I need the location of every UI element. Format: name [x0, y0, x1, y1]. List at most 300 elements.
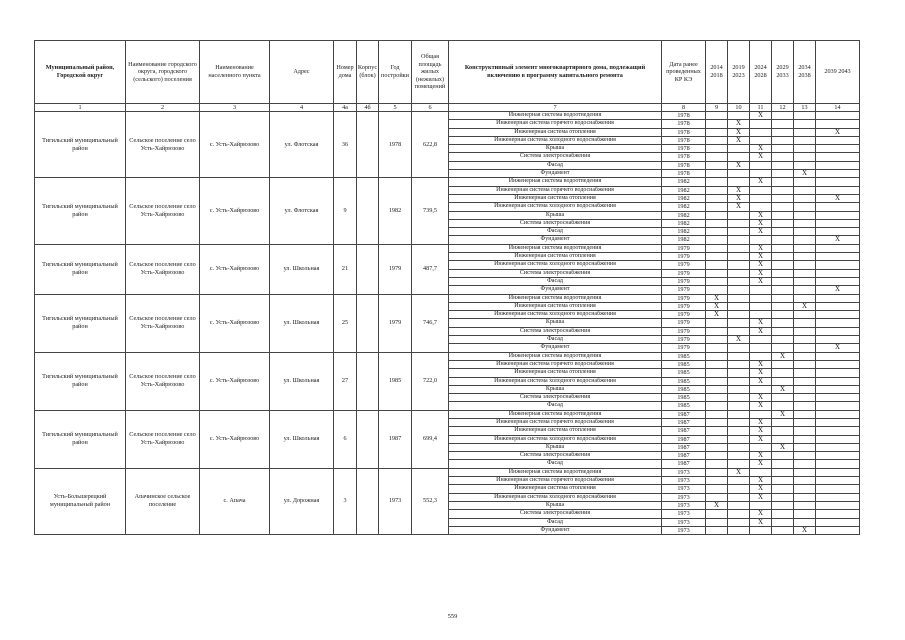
period-mark: Х	[750, 477, 772, 485]
element-cell: Инженерная система отопления	[449, 369, 662, 377]
period-cell	[772, 153, 794, 161]
period-mark: Х	[750, 253, 772, 261]
column-header: 2024 2028	[750, 41, 772, 104]
period-cell	[772, 194, 794, 202]
period-cell	[816, 302, 860, 310]
document-sheet	[34, 40, 859, 535]
period-cell	[772, 261, 794, 269]
period-mark: Х	[794, 170, 816, 178]
locality-cell: с. Усть-Хайрюзово	[200, 112, 270, 178]
period-cell	[794, 477, 816, 485]
period-cell	[816, 402, 860, 410]
element-cell: Инженерная система холодного водоснабжения	[449, 203, 662, 211]
prior-repair-date-cell: 1978	[662, 161, 706, 169]
prior-repair-date-cell: 1979	[662, 344, 706, 352]
period-cell	[706, 344, 728, 352]
period-mark: Х	[750, 145, 772, 153]
period-mark: Х	[750, 377, 772, 385]
column-header: Дата ранее проведенных КР КЭ	[662, 41, 706, 104]
prior-repair-date-cell: 1979	[662, 319, 706, 327]
period-cell	[772, 510, 794, 518]
prior-repair-date-cell: 1987	[662, 452, 706, 460]
prior-repair-date-cell: 1987	[662, 435, 706, 443]
period-cell	[728, 477, 750, 485]
period-cell	[794, 194, 816, 202]
period-cell	[706, 443, 728, 451]
period-cell	[816, 136, 860, 144]
period-cell	[816, 468, 860, 476]
prior-repair-date-cell: 1987	[662, 410, 706, 418]
period-cell	[794, 128, 816, 136]
period-cell	[706, 360, 728, 368]
period-cell	[706, 228, 728, 236]
period-mark: Х	[750, 493, 772, 501]
period-cell	[816, 385, 860, 393]
period-cell	[794, 311, 816, 319]
table-row	[35, 294, 860, 302]
element-cell: Система электроснабжения	[449, 219, 662, 227]
prior-repair-date-cell: 1978	[662, 170, 706, 178]
prior-repair-date-cell: 1978	[662, 112, 706, 120]
period-cell	[750, 286, 772, 294]
period-mark: Х	[750, 319, 772, 327]
prior-repair-date-cell: 1982	[662, 186, 706, 194]
period-cell	[816, 161, 860, 169]
column-number: 5	[379, 104, 412, 112]
period-cell	[706, 319, 728, 327]
prior-repair-date-cell: 1985	[662, 377, 706, 385]
table-row	[35, 410, 860, 418]
period-cell	[750, 526, 772, 534]
prior-repair-date-cell: 1987	[662, 443, 706, 451]
period-mark: Х	[750, 277, 772, 285]
prior-repair-date-cell: 1979	[662, 244, 706, 252]
period-cell	[816, 269, 860, 277]
column-header: 2019 2023	[728, 41, 750, 104]
element-cell: Фундамент	[449, 526, 662, 534]
build-year-cell: 1973	[379, 468, 412, 534]
prior-repair-date-cell: 1973	[662, 510, 706, 518]
period-cell	[772, 311, 794, 319]
period-cell	[706, 211, 728, 219]
element-cell: Инженерная система водоотведения	[449, 294, 662, 302]
period-cell	[706, 477, 728, 485]
period-cell	[772, 460, 794, 468]
block-cell	[357, 178, 379, 244]
district-cell: Тигильский муниципальный район	[35, 294, 126, 352]
block-cell	[357, 112, 379, 178]
period-mark: Х	[706, 302, 728, 310]
period-cell	[728, 352, 750, 360]
period-cell	[794, 427, 816, 435]
prior-repair-date-cell: 1985	[662, 360, 706, 368]
period-cell	[772, 145, 794, 153]
period-cell	[728, 427, 750, 435]
period-cell	[794, 435, 816, 443]
period-mark: Х	[816, 344, 860, 352]
table-body	[35, 112, 860, 535]
period-cell	[794, 145, 816, 153]
prior-repair-date-cell: 1973	[662, 518, 706, 526]
prior-repair-date-cell: 1973	[662, 526, 706, 534]
period-cell	[728, 112, 750, 120]
element-cell: Фасад	[449, 402, 662, 410]
period-cell	[772, 526, 794, 534]
period-cell	[706, 385, 728, 393]
house-number-cell: 36	[334, 112, 357, 178]
column-header: 2034 2038	[794, 41, 816, 104]
prior-repair-date-cell: 1987	[662, 460, 706, 468]
period-cell	[706, 493, 728, 501]
period-mark: Х	[816, 236, 860, 244]
period-cell	[794, 493, 816, 501]
period-mark: Х	[772, 410, 794, 418]
build-year-cell: 1978	[379, 112, 412, 178]
period-cell	[728, 261, 750, 269]
prior-repair-date-cell: 1982	[662, 194, 706, 202]
period-cell	[816, 427, 860, 435]
element-cell: Инженерная система отопления	[449, 194, 662, 202]
address-cell: ул. Флотская	[270, 112, 334, 178]
period-mark: Х	[750, 510, 772, 518]
period-cell	[706, 161, 728, 169]
repair-program-table	[34, 40, 860, 535]
address-cell: ул. Флотская	[270, 178, 334, 244]
settlement-cell: Сельское поселение село Усть-Хайрюзово	[126, 178, 200, 244]
prior-repair-date-cell: 1979	[662, 261, 706, 269]
period-cell	[728, 145, 750, 153]
block-cell	[357, 410, 379, 468]
period-cell	[728, 485, 750, 493]
prior-repair-date-cell: 1979	[662, 269, 706, 277]
element-cell: Инженерная система холодного водоснабжения	[449, 261, 662, 269]
period-cell	[794, 468, 816, 476]
period-cell	[706, 128, 728, 136]
period-cell	[772, 435, 794, 443]
prior-repair-date-cell: 1978	[662, 120, 706, 128]
period-cell	[750, 468, 772, 476]
period-cell	[816, 244, 860, 252]
period-cell	[728, 178, 750, 186]
period-cell	[706, 203, 728, 211]
period-cell	[794, 244, 816, 252]
period-cell	[816, 253, 860, 261]
period-cell	[772, 170, 794, 178]
column-header: 2039 2043	[816, 41, 860, 104]
period-mark: Х	[750, 485, 772, 493]
address-cell: ул. Школьная	[270, 410, 334, 468]
element-cell: Фасад	[449, 277, 662, 285]
period-cell	[706, 377, 728, 385]
element-cell: Инженерная система горячего водоснабжения	[449, 360, 662, 368]
period-cell	[750, 120, 772, 128]
column-header: 2014 2018	[706, 41, 728, 104]
period-cell	[750, 294, 772, 302]
period-mark: Х	[750, 460, 772, 468]
column-number: 13	[794, 104, 816, 112]
prior-repair-date-cell: 1987	[662, 418, 706, 426]
period-cell	[816, 203, 860, 211]
period-cell	[728, 269, 750, 277]
period-mark: Х	[728, 161, 750, 169]
column-number: 9	[706, 104, 728, 112]
prior-repair-date-cell: 1979	[662, 277, 706, 285]
period-cell	[728, 319, 750, 327]
element-cell: Инженерная система горячего водоснабжения	[449, 120, 662, 128]
period-cell	[750, 336, 772, 344]
period-cell	[794, 277, 816, 285]
period-cell	[728, 443, 750, 451]
locality-cell: с. Усть-Хайрюзово	[200, 410, 270, 468]
period-cell	[706, 244, 728, 252]
settlement-cell: Апачинское сельское поселение	[126, 468, 200, 534]
period-cell	[750, 344, 772, 352]
table-row	[35, 352, 860, 360]
element-cell: Фасад	[449, 460, 662, 468]
period-mark: Х	[816, 128, 860, 136]
prior-repair-date-cell: 1979	[662, 302, 706, 310]
element-cell: Фундамент	[449, 286, 662, 294]
period-cell	[794, 294, 816, 302]
block-cell	[357, 352, 379, 410]
period-cell	[706, 112, 728, 120]
period-cell	[706, 518, 728, 526]
period-cell	[794, 228, 816, 236]
prior-repair-date-cell: 1982	[662, 178, 706, 186]
period-cell	[728, 518, 750, 526]
period-mark: Х	[794, 302, 816, 310]
period-cell	[706, 145, 728, 153]
period-cell	[706, 253, 728, 261]
settlement-cell: Сельское поселение село Усть-Хайрюзово	[126, 112, 200, 178]
element-cell: Фасад	[449, 161, 662, 169]
element-cell: Инженерная система водоотведения	[449, 468, 662, 476]
period-cell	[794, 112, 816, 120]
period-cell	[816, 369, 860, 377]
period-cell	[772, 452, 794, 460]
period-cell	[750, 352, 772, 360]
period-mark: Х	[750, 369, 772, 377]
element-cell: Система электроснабжения	[449, 269, 662, 277]
house-number-cell: 27	[334, 352, 357, 410]
district-cell: Усть-Большерецкий муниципальный район	[35, 468, 126, 534]
column-numbers-row	[35, 104, 860, 112]
element-cell: Инженерная система холодного водоснабжения	[449, 435, 662, 443]
period-cell	[706, 394, 728, 402]
district-cell: Тигильский муниципальный район	[35, 352, 126, 410]
period-cell	[772, 211, 794, 219]
period-cell	[728, 394, 750, 402]
period-mark: Х	[750, 269, 772, 277]
period-mark: Х	[750, 112, 772, 120]
element-cell: Инженерная система водоотведения	[449, 244, 662, 252]
period-cell	[794, 344, 816, 352]
period-cell	[706, 369, 728, 377]
settlement-cell: Сельское поселение село Усть-Хайрюзово	[126, 352, 200, 410]
period-cell	[706, 526, 728, 534]
period-cell	[816, 418, 860, 426]
period-cell	[816, 410, 860, 418]
period-cell	[706, 327, 728, 335]
period-mark: Х	[772, 352, 794, 360]
prior-repair-date-cell: 1973	[662, 468, 706, 476]
period-cell	[794, 286, 816, 294]
house-number-cell: 21	[334, 244, 357, 294]
period-cell	[816, 510, 860, 518]
column-number: 3	[200, 104, 270, 112]
prior-repair-date-cell: 1979	[662, 336, 706, 344]
period-mark: Х	[750, 228, 772, 236]
period-cell	[794, 120, 816, 128]
period-cell	[728, 294, 750, 302]
period-cell	[772, 394, 794, 402]
period-cell	[728, 510, 750, 518]
area-cell: 622,8	[412, 112, 449, 178]
house-number-cell: 25	[334, 294, 357, 352]
element-cell: Инженерная система холодного водоснабжения	[449, 311, 662, 319]
prior-repair-date-cell: 1982	[662, 236, 706, 244]
period-mark: Х	[728, 194, 750, 202]
period-cell	[706, 402, 728, 410]
period-cell	[794, 377, 816, 385]
period-cell	[772, 369, 794, 377]
period-cell	[706, 468, 728, 476]
period-cell	[728, 385, 750, 393]
settlement-cell: Сельское поселение село Усть-Хайрюзово	[126, 410, 200, 468]
period-cell	[728, 244, 750, 252]
settlement-cell: Сельское поселение село Усть-Хайрюзово	[126, 294, 200, 352]
period-cell	[772, 112, 794, 120]
period-cell	[772, 418, 794, 426]
period-cell	[750, 501, 772, 509]
table-row	[35, 178, 860, 186]
period-mark: Х	[728, 186, 750, 194]
element-cell: Инженерная система водоотведения	[449, 352, 662, 360]
district-cell: Тигильский муниципальный район	[35, 112, 126, 178]
area-cell: 746,7	[412, 294, 449, 352]
element-cell: Система электроснабжения	[449, 327, 662, 335]
period-cell	[750, 170, 772, 178]
build-year-cell: 1979	[379, 244, 412, 294]
element-cell: Система электроснабжения	[449, 153, 662, 161]
period-cell	[794, 369, 816, 377]
element-cell: Инженерная система отопления	[449, 253, 662, 261]
period-cell	[772, 228, 794, 236]
element-cell: Инженерная система отопления	[449, 427, 662, 435]
element-cell: Фундамент	[449, 170, 662, 178]
column-header: Номер дома	[334, 41, 357, 104]
period-cell	[816, 145, 860, 153]
period-cell	[750, 136, 772, 144]
column-header: Общая площадь жилых (нежилых) помещений	[412, 41, 449, 104]
period-cell	[706, 120, 728, 128]
period-cell	[794, 352, 816, 360]
prior-repair-date-cell: 1985	[662, 369, 706, 377]
period-cell	[816, 153, 860, 161]
period-cell	[794, 443, 816, 451]
column-number: 4а	[334, 104, 357, 112]
block-cell	[357, 294, 379, 352]
period-cell	[772, 501, 794, 509]
period-cell	[794, 203, 816, 211]
period-cell	[706, 435, 728, 443]
period-cell	[750, 302, 772, 310]
period-cell	[794, 518, 816, 526]
period-cell	[750, 443, 772, 451]
prior-repair-date-cell: 1979	[662, 286, 706, 294]
period-cell	[728, 402, 750, 410]
period-cell	[706, 427, 728, 435]
period-cell	[772, 493, 794, 501]
house-number-cell: 6	[334, 410, 357, 468]
period-cell	[816, 186, 860, 194]
element-cell: Инженерная система горячего водоснабжения	[449, 477, 662, 485]
period-cell	[772, 186, 794, 194]
prior-repair-date-cell: 1978	[662, 136, 706, 144]
period-cell	[728, 286, 750, 294]
column-number: 11	[750, 104, 772, 112]
period-mark: Х	[750, 261, 772, 269]
period-cell	[816, 261, 860, 269]
page-number: 559	[447, 613, 458, 620]
period-cell	[816, 435, 860, 443]
period-cell	[794, 178, 816, 186]
period-cell	[772, 402, 794, 410]
element-cell: Инженерная система холодного водоснабжения	[449, 377, 662, 385]
column-number: 6	[412, 104, 449, 112]
period-cell	[794, 410, 816, 418]
period-cell	[772, 427, 794, 435]
period-mark: Х	[816, 194, 860, 202]
period-cell	[794, 186, 816, 194]
period-cell	[750, 311, 772, 319]
period-cell	[706, 460, 728, 468]
period-cell	[750, 128, 772, 136]
period-cell	[772, 360, 794, 368]
period-mark: Х	[706, 294, 728, 302]
period-mark: Х	[750, 518, 772, 526]
period-mark: Х	[750, 394, 772, 402]
column-number: 2	[126, 104, 200, 112]
locality-cell: с. Усть-Хайрюзово	[200, 178, 270, 244]
period-mark: Х	[728, 120, 750, 128]
period-cell	[728, 277, 750, 285]
prior-repair-date-cell: 1979	[662, 311, 706, 319]
period-cell	[794, 360, 816, 368]
period-cell	[816, 219, 860, 227]
period-cell	[772, 327, 794, 335]
element-cell: Инженерная система горячего водоснабжения	[449, 186, 662, 194]
period-mark: Х	[750, 327, 772, 335]
period-mark: Х	[750, 211, 772, 219]
period-cell	[794, 319, 816, 327]
period-cell	[728, 228, 750, 236]
period-mark: Х	[750, 402, 772, 410]
header-row	[35, 41, 860, 104]
element-cell: Инженерная система водоотведения	[449, 178, 662, 186]
period-cell	[772, 244, 794, 252]
period-cell	[816, 327, 860, 335]
column-header: Корпус (блок)	[357, 41, 379, 104]
period-cell	[706, 336, 728, 344]
period-cell	[816, 277, 860, 285]
period-mark: Х	[750, 360, 772, 368]
period-cell	[728, 236, 750, 244]
period-cell	[772, 120, 794, 128]
column-header: Конструктивный элемент многоквартирного дома, подлежащий включению в программу капитального ремонта	[449, 41, 662, 104]
period-cell	[772, 518, 794, 526]
period-cell	[750, 203, 772, 211]
